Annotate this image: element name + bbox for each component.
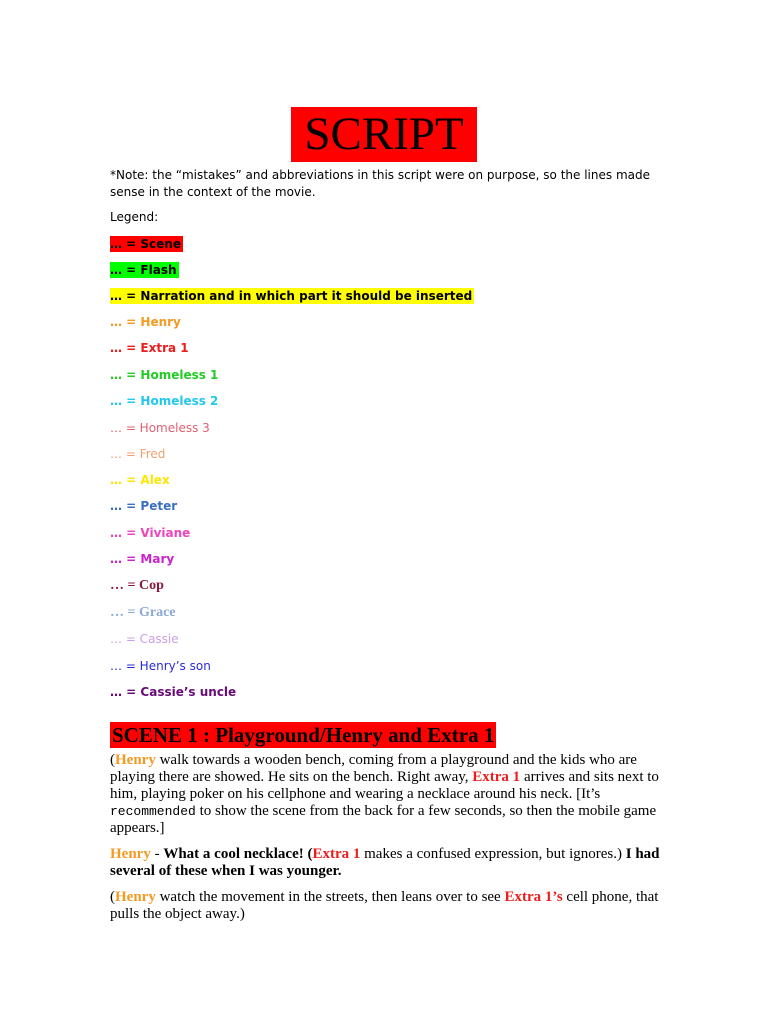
legend-item-cassie: … = Cassie <box>110 632 179 646</box>
note-text: *Note: the “mistakes” and abbreviations in this script were on purpose, so the lines made sense in the context of the movie. <box>110 168 650 199</box>
character-extra-1: Extra 1 <box>472 769 521 785</box>
character-henry: Henry <box>115 752 156 768</box>
legend-item-fred: … = Fred <box>110 447 166 461</box>
legend-item-scene: … = Scene <box>110 237 181 251</box>
legend-item-homeless-2: … = Homeless 2 <box>110 394 219 408</box>
legend-label: Legend: <box>110 210 159 224</box>
scene-1-heading: SCENE 1 : Playground/Henry and Extra 1 <box>112 723 495 747</box>
legend-item-homeless-3: … = Homeless 3 <box>110 421 210 435</box>
legend-item-cassies-uncle: … = Cassie’s uncle <box>110 685 237 699</box>
legend-item-henrys-son: … = Henry’s son <box>110 659 211 673</box>
character-extra-1: Extra 1 <box>312 846 361 862</box>
scene-1-paragraph-2: Henry - What a cool necklace! (Extra 1 makes a confused expression, but ignores.) I had several of these when I was younger. <box>110 846 660 879</box>
scene-1-paragraph-1: (Henry walk towards a wooden bench, coming from a playground and the kids who are playing there are showed. He sits on the bench. Right away, Extra 1 arrives and sits next to him, playing poker on his cellphone and wearing a necklace around his neck. [It’s recommended to show the scene from the back for a few seconds, so then the mobile game appears.] <box>110 752 659 836</box>
legend-item-narration: … = Narration and in which part it should be inserted <box>110 289 473 303</box>
legend-item-flash: … = Flash <box>110 263 177 277</box>
legend-item-grace: … = Grace <box>110 605 176 620</box>
legend-item-extra-1: … = Extra 1 <box>110 341 189 355</box>
legend-item-henry: … = Henry <box>110 315 181 329</box>
script-title: SCRIPT <box>291 107 477 162</box>
legend-item-alex: … = Alex <box>110 473 170 487</box>
character-henry: Henry <box>115 889 156 905</box>
character-henry: Henry <box>110 846 151 862</box>
legend-item-mary: … = Mary <box>110 552 175 566</box>
legend-item-peter: … = Peter <box>110 499 178 513</box>
legend-item-homeless-1: … = Homeless 1 <box>110 368 219 382</box>
legend-item-viviane: … = Viviane <box>110 526 191 540</box>
legend-item-cop: … = Cop <box>110 578 164 593</box>
scene-1-paragraph-3: (Henry watch the movement in the streets, then leans over to see Extra 1’s cell phone, that pulls the object away.) <box>110 889 659 922</box>
character-extra-1: Extra 1’s <box>504 889 563 905</box>
